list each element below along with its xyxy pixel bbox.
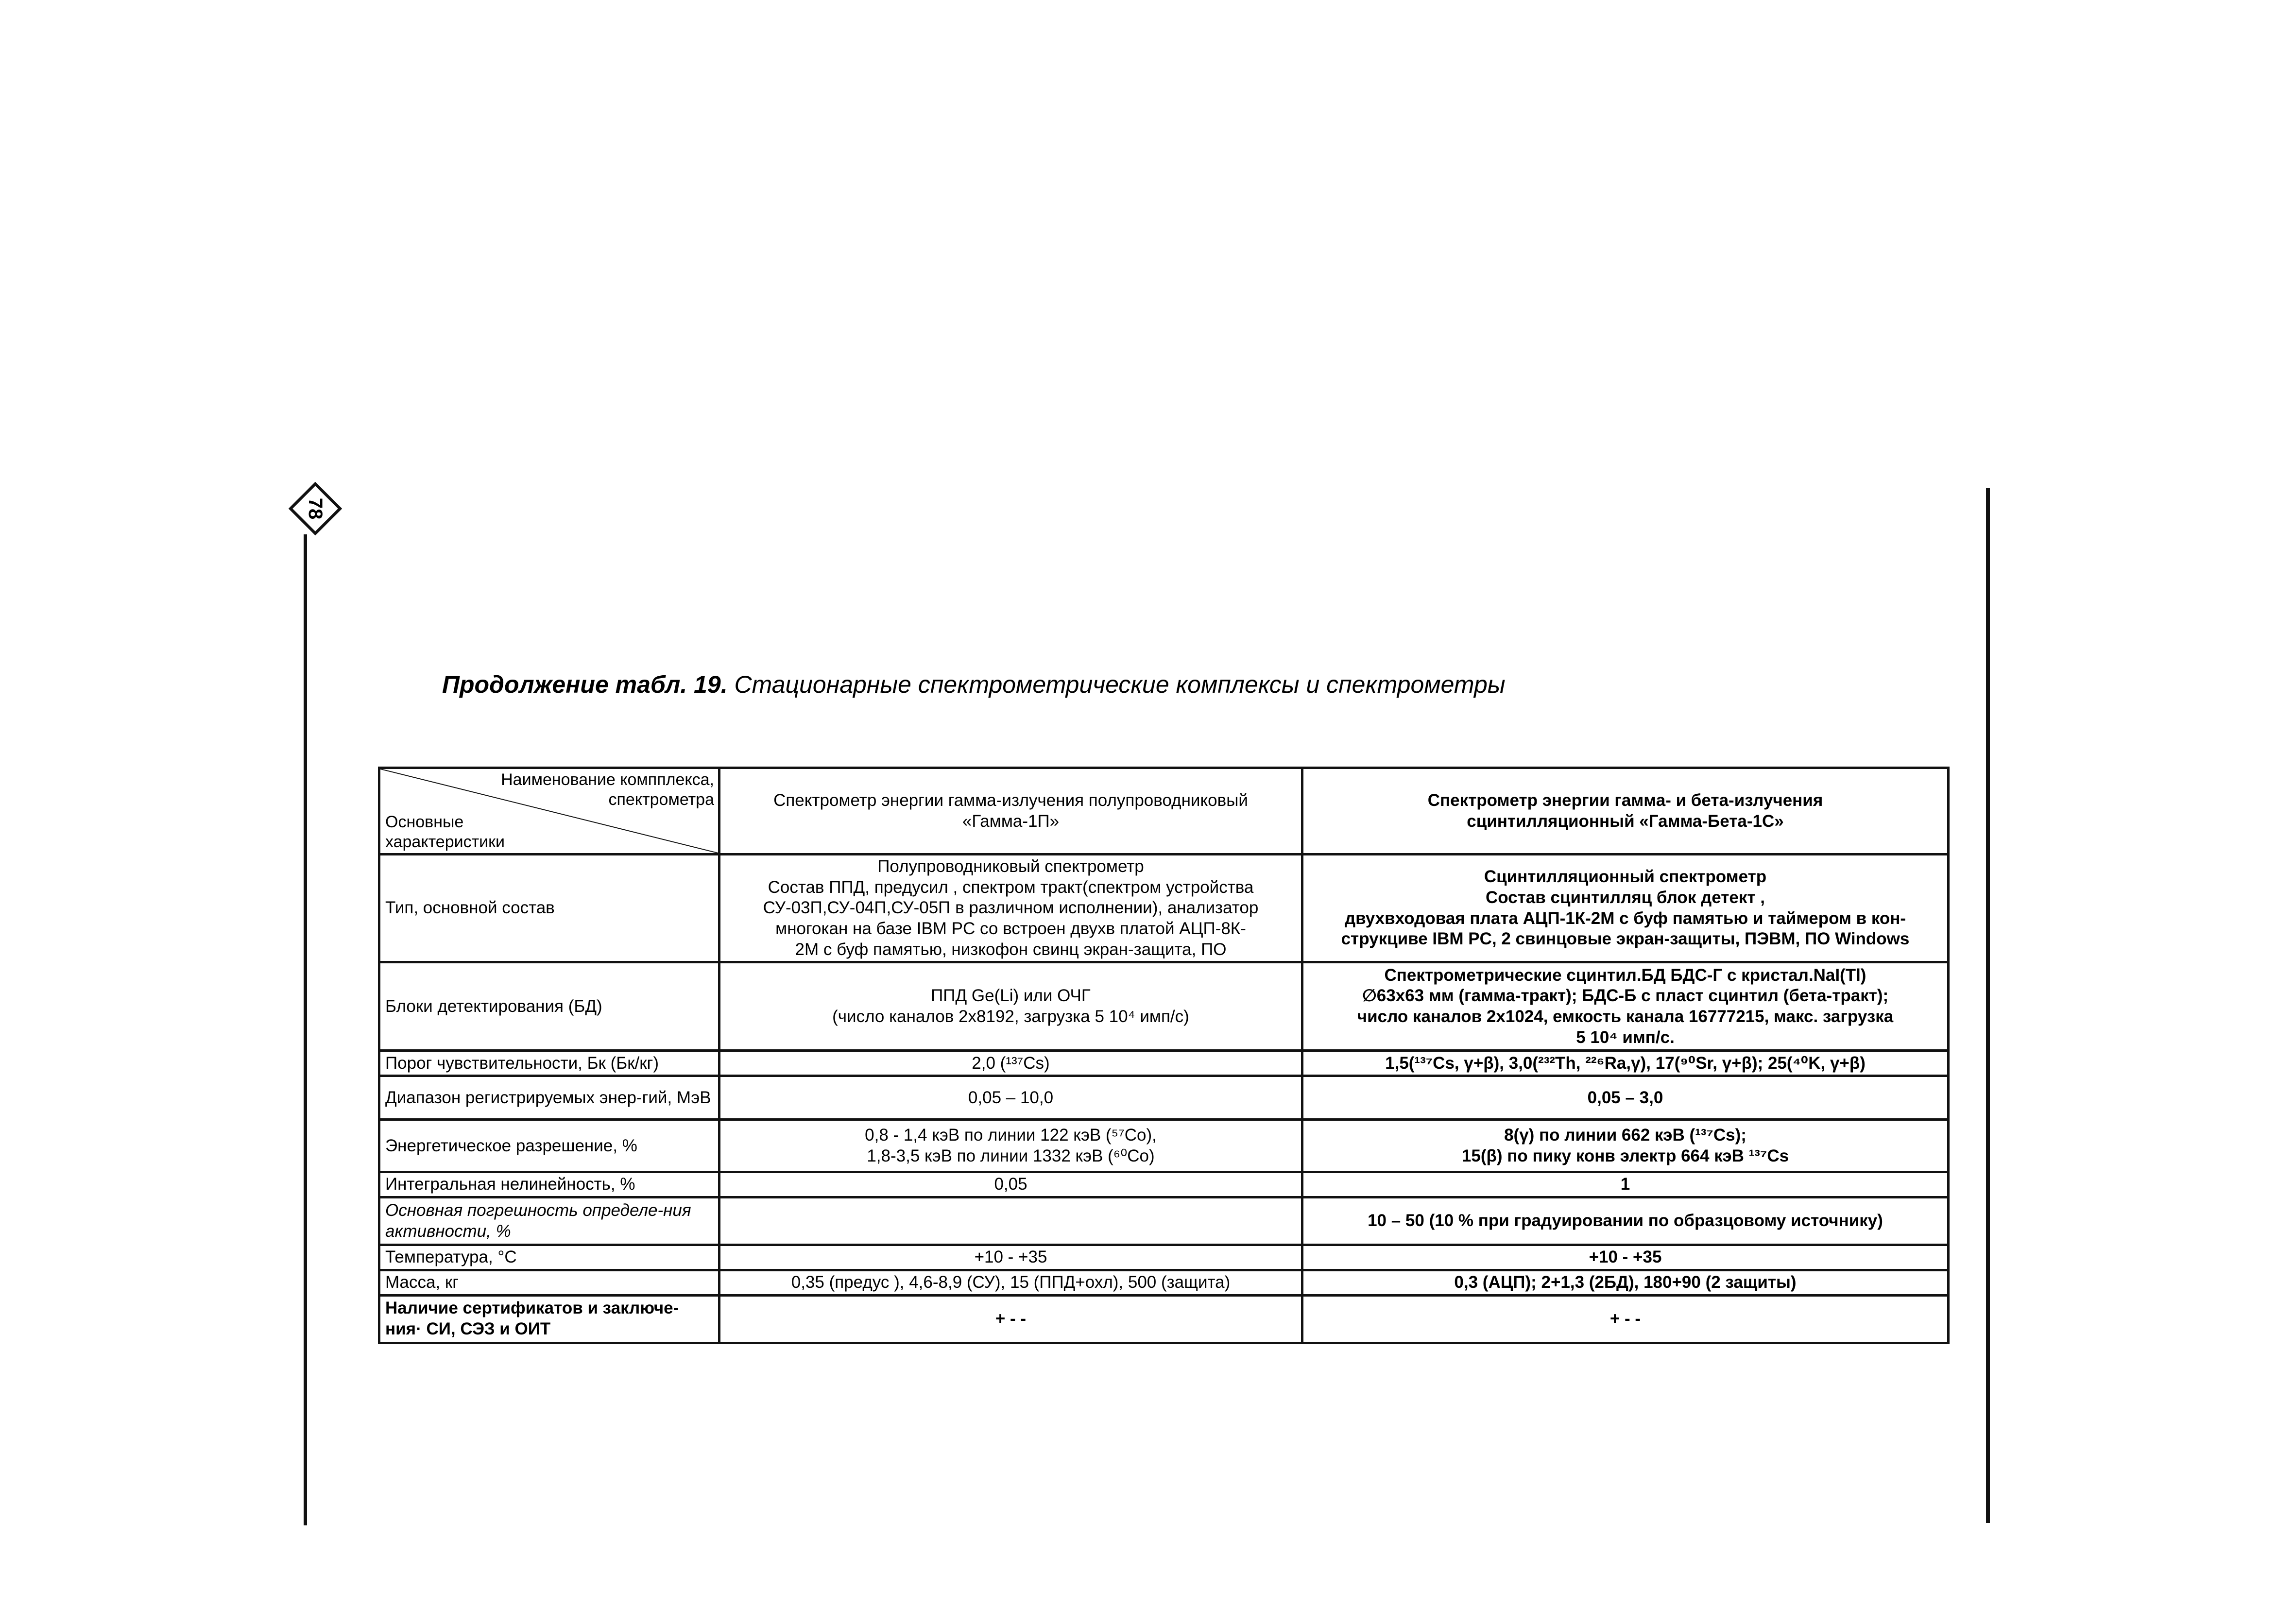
- column-header-gamma-1p: Спектрометр энергии гамма-излучения полупроводниковый «Гамма-1П»: [719, 768, 1302, 855]
- table-row: [379, 962, 1949, 1051]
- right-margin-rule: [1986, 488, 1990, 1523]
- cell-energy-range-col2: 0,05 – 3,0: [1302, 1076, 1949, 1120]
- cell-type-col1: Полупроводниковый спектрометр Состав ППД, предусил , спектром тракт(спектром устройства СУ-03П,СУ-04П,СУ-05П в различном исполнении), анализатор многокан на базе IBM PC со встроен двухв платой АЦП-8К- 2М с буф памятью, низкофон свинц экран-защита, ПО: [719, 855, 1302, 962]
- table-row: [379, 1051, 1949, 1076]
- table-caption: [442, 670, 2045, 699]
- row-label-threshold: Порог чувствительности, Бк (Бк/кг): [379, 1051, 719, 1076]
- cell-resolution-col2: 8(γ) по линии 662 кэВ (¹³⁷Cs); 15(β) по пику конв электр 664 кэВ ¹³⁷Cs: [1302, 1120, 1949, 1172]
- table-row: [379, 1120, 1949, 1172]
- row-label-mass: Масса, кг: [379, 1270, 719, 1295]
- row-label-resolution: Энергетическое разрешение, %: [379, 1120, 719, 1172]
- caption-title: Стационарные спектрометрические комплексы и спектрометры: [727, 671, 1506, 698]
- row-label-error: Основная погрешность определе-ния активности, %: [379, 1197, 719, 1245]
- cell-mass-col1: 0,35 (предус ), 4,6-8,9 (СУ), 15 (ППД+охл), 500 (защита): [719, 1270, 1302, 1295]
- table-row: [379, 1270, 1949, 1295]
- table-row: [379, 1197, 1949, 1245]
- left-margin-rule: [304, 534, 307, 1525]
- table-header-row: [379, 768, 1949, 855]
- cell-threshold-col2: 1,5(¹³⁷Cs, γ+β), 3,0(²³²Th, ²²⁶Ra,γ), 17(⁹⁰Sr, γ+β); 25(⁴⁰K, γ+β): [1302, 1051, 1949, 1076]
- cell-certificates-col2: + - -: [1302, 1295, 1949, 1343]
- cell-temperature-col2: +10 - +35: [1302, 1245, 1949, 1270]
- cell-temperature-col1: +10 - +35: [719, 1245, 1302, 1270]
- table-row: [379, 1172, 1949, 1197]
- cell-mass-col2: 0,3 (АЦП); 2+1,3 (2БД), 180+90 (2 защиты): [1302, 1270, 1949, 1295]
- corner-top-label: Наименование компплекса, спектрометра: [501, 770, 714, 809]
- cell-nonlinearity-col2: 1: [1302, 1172, 1949, 1197]
- page-number: 78: [305, 497, 326, 520]
- table-row: [379, 1295, 1949, 1343]
- row-label-nonlinearity: Интегральная нелинейность, %: [379, 1172, 719, 1197]
- cell-error-col1: [719, 1197, 1302, 1245]
- cell-nonlinearity-col1: 0,05: [719, 1172, 1302, 1197]
- row-label-certificates: Наличие сертификатов и заключе-ния· СИ, СЭЗ и ОИТ: [379, 1295, 719, 1343]
- spectrometer-table: [378, 767, 1950, 1344]
- row-label-detectors: Блоки детектирования (БД): [379, 962, 719, 1051]
- corner-bottom-label: Основные характеристики: [385, 813, 505, 852]
- cell-resolution-col1: 0,8 - 1,4 кэВ по линии 122 кэВ (⁵⁷Co), 1,8-3,5 кэВ по линии 1332 кэВ (⁶⁰Co): [719, 1120, 1302, 1172]
- cell-threshold-col1: 2,0 (¹³⁷Cs): [719, 1051, 1302, 1076]
- cell-detectors-col2: Спектрометрические сцинтил.БД БДС-Г с кристал.NaI(Tl) ∅63х63 мм (гамма-тракт); БДС-Б с пласт сцинтил (бета-тракт); число каналов 2х1024, емкость канала 16777215, макс. загрузка 5 10⁴ имп/с.: [1302, 962, 1949, 1051]
- caption-lead: Продолжение табл. 19.: [442, 671, 728, 698]
- table-row: [379, 1076, 1949, 1120]
- row-label-temperature: Температура, °С: [379, 1245, 719, 1270]
- cell-certificates-col1: + - -: [719, 1295, 1302, 1343]
- column-header-gamma-beta-1s: Спектрометр энергии гамма- и бета-излучения сцинтилляционный «Гамма-Бета-1С»: [1302, 768, 1949, 855]
- header-corner-cell: [379, 768, 719, 855]
- table-row: [379, 1245, 1949, 1270]
- row-label-type: Тип, основной состав: [379, 855, 719, 962]
- cell-type-col2: Сцинтилляционный спектрометр Состав сцинтилляц блок детект , двухвходовая плата АЦП-1К-2М с буф памятью и таймером в кон- струкциве IBM PC, 2 свинцовые экран-защиты, ПЭВМ, ПО Windows: [1302, 855, 1949, 962]
- cell-error-col2: 10 – 50 (10 % при градуировании по образцовому источнику): [1302, 1197, 1949, 1245]
- table-row: [379, 855, 1949, 962]
- cell-detectors-col1: ППД Ge(Li) или ОЧГ (число каналов 2х8192, загрузка 5 10⁴ имп/с): [719, 962, 1302, 1051]
- cell-energy-range-col1: 0,05 – 10,0: [719, 1076, 1302, 1120]
- row-label-energy-range: Диапазон регистрируемых энер-гий, МэВ: [379, 1076, 719, 1120]
